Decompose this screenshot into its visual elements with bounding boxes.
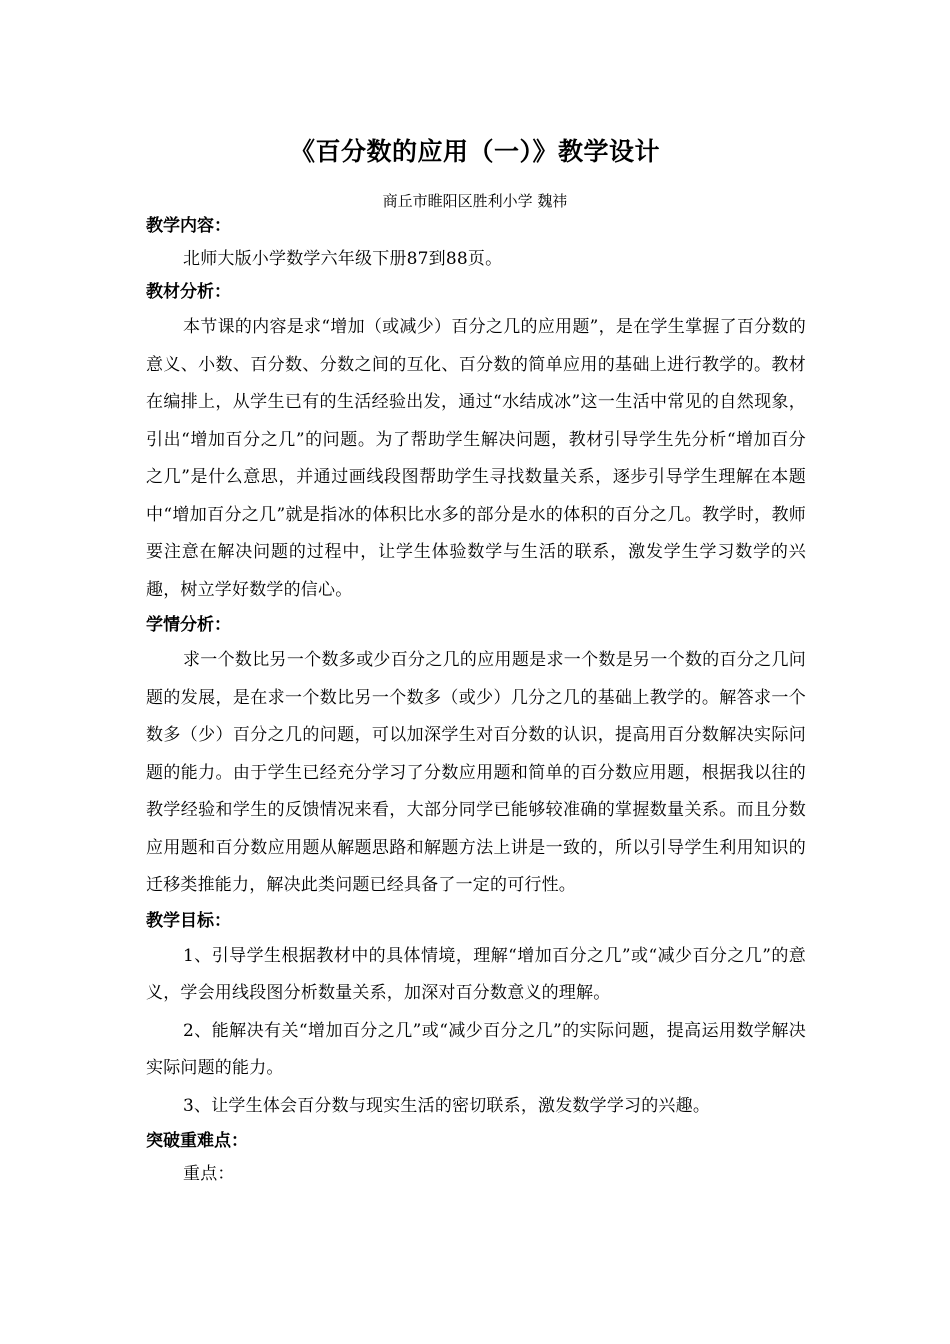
- document-author: 商丘市睢阳区胜利小学 魏祎: [382, 192, 568, 210]
- goal-item: 3、让学生体会百分数与现实生活的密切联系，激发数学学习的兴趣。: [183, 1095, 711, 1116]
- section-heading-students: 学情分析：: [146, 615, 231, 635]
- section-text-material: 本节课的内容是求“增加（或减少）百分之几的应用题”，是在学生掌握了百分数的意义、小数、百分数、分数之间的互化、百分数的简单应用的基础上进行教学的。教材在编排上，从学生已有的生活经验出发，通过“水结成冰”这一生活中常见的自然现象，引出“增加百分之几”的问题。为了帮助学生解决问题，教材引导学生先分析“增加百分之几”是什么意思，并通过画线段图帮助学生寻找数量关系，逐步引导学生理解在本题中“增加百分之几”就是指冰的体积比水多的部分是水的体积的百分之几。教学时，教师要注意在解决问题的过程中，让学生体验数学与生活的联系，激发学生学习数学的兴趣，树立学好数学的信心。: [146, 317, 806, 600]
- section-text-content: 北师大版小学数学六年级下册87到88页。: [183, 249, 503, 269]
- keypoints-sub-label: 重点：: [183, 1164, 235, 1184]
- goal-item: 2、能解决有关“增加百分之几”或“减少百分之几”的实际问题，提高运用数学解决实际问题的能力。: [146, 1020, 806, 1078]
- document-title: 《百分数的应用（一）》教学设计: [289, 137, 660, 166]
- goal-item: 1、引导学生根据教材中的具体情境，理解“增加百分之几”或“减少百分之几”的意义，学会用线段图分析数量关系，加深对百分数意义的理解。: [146, 945, 806, 1003]
- section-heading-content: 教学内容：: [146, 216, 231, 236]
- section-heading-material: 教材分析：: [146, 282, 231, 302]
- document-body: [146, 210, 806, 1191]
- section-heading-keypoints: 突破重难点：: [146, 1131, 248, 1151]
- section-text-students: 求一个数比另一个数多或少百分之几的应用题是求一个数是另一个数的百分之几问题的发展，是在求一个数比另一个数多（或少）几分之几的基础上教学的。解答求一个数多（少）百分之几的问题，可以加深学生对百分数的认识，提高用百分数解决实际问题的能力。由于学生已经充分学习了分数应用题和简单的百分数应用题，根据我以往的教学经验和学生的反馈情况来看，大部分同学已能够较准确的掌握数量关系。而且分数应用题和百分数应用题从解题思路和解题方法上讲是一致的，所以引导学生利用知识的迁移类推能力，解决此类问题已经具备了一定的可行性。: [146, 650, 806, 895]
- section-heading-goals: 教学目标：: [146, 910, 231, 931]
